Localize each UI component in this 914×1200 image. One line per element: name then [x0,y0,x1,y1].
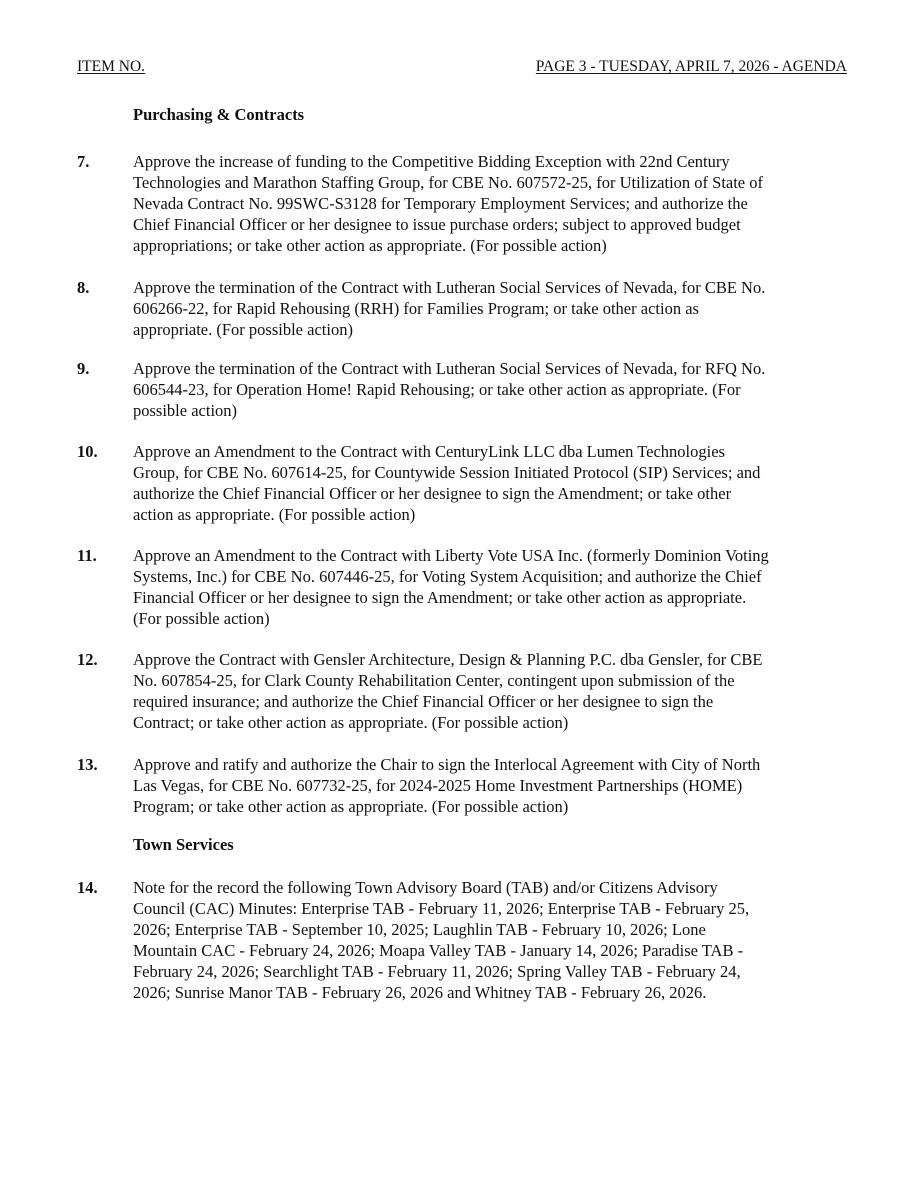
item-no-header: ITEM NO. [77,58,146,75]
item-text: Approve the termination of the Contract with Lutheran Social Services of Nevada, for RFQ No. 606544-23, for Operation Home! Rapid Rehousing; or take other action as appropriate. (For possible action) [133,359,766,420]
item-text: Approve the Contract with Gensler Architecture, Design & Planning P.C. dba Gensler, for CBE No. 607854-25, for Clark County Rehabilitation Center, contingent upon submission of the required insurance; and authorize the Chief Financial Officer or her designee to sign the Contract; or take other action as appropriate. (For possible action) [133,650,763,732]
page-date-header: PAGE 3 - TUESDAY, APRIL 7, 2026 - AGENDA [535,58,847,75]
item-number: 9. [77,359,90,378]
item-text: Approve the termination of the Contract with Lutheran Social Services of Nevada, for CBE No. 606266-22, for Rapid Rehousing (RRH) for Families Program; or take other action as appropriate. (For possible action) [133,278,766,339]
page-header [77,58,847,82]
item-number: 12. [77,650,98,669]
item-text: Note for the record the following Town Advisory Board (TAB) and/or Citizens Advisory Council (CAC) Minutes: Enterprise TAB - February 11, 2026; Enterprise TAB - February 25, 2026; Enterprise TAB - September 10, 2025; Laughlin TAB - February 10, 2026; Lone Mountain CAC - February 24, 2026; Moapa Valley TAB - January 14, 2026; Paradise TAB - February 24, 2026; Searchlight TAB - February 11, 2026; Spring Valley TAB - February 24, 2026; Sunrise Manor TAB - February 26, 2026 and Whitney TAB - February 26, 2026. [133,878,750,1002]
item-text: Approve and ratify and authorize the Chair to sign the Interlocal Agreement with City of North Las Vegas, for CBE No. 607732-25, for 2024-2025 Home Investment Partnerships (HOME) Program; or take other action as appropriate. (For possible action) [133,755,761,816]
item-text: Approve the increase of funding to the Competitive Bidding Exception with 22nd Century Technologies and Marathon Staffing Group, for CBE No. 607572-25, for Utilization of State of Nevada Contract No. 99SWC-S3128 for Temporary Employment Services; and authorize the Chief Financial Officer or her designee to issue purchase orders; subject to approved budget appropriations; or take other action as appropriate. (For possible action) [133,152,764,255]
section-heading-purchasing: Purchasing & Contracts [133,105,305,124]
item-text: Approve an Amendment to the Contract with CenturyLink LLC dba Lumen Technologies Group, for CBE No. 607614-25, for Countywide Session Initiated Protocol (SIP) Services; and authorize the Chief Financial Officer or her designee to sign the Amendment; or take other action as appropriate. (For possible action) [133,442,761,524]
item-number: 11. [77,546,97,565]
item-number: 14. [77,878,98,897]
item-number: 10. [77,442,98,461]
item-text: Approve an Amendment to the Contract with Liberty Vote USA Inc. (formerly Dominion Voting Systems, Inc.) for CBE No. 607446-25, for Voting System Acquisition; and authorize the Chief Financial Officer or her designee to sign the Amendment; or take other action as appropriate. (For possible action) [133,546,769,628]
item-number: 7. [77,152,90,171]
section-heading-town-services: Town Services [133,835,234,854]
item-number: 13. [77,755,98,774]
item-number: 8. [77,278,90,297]
